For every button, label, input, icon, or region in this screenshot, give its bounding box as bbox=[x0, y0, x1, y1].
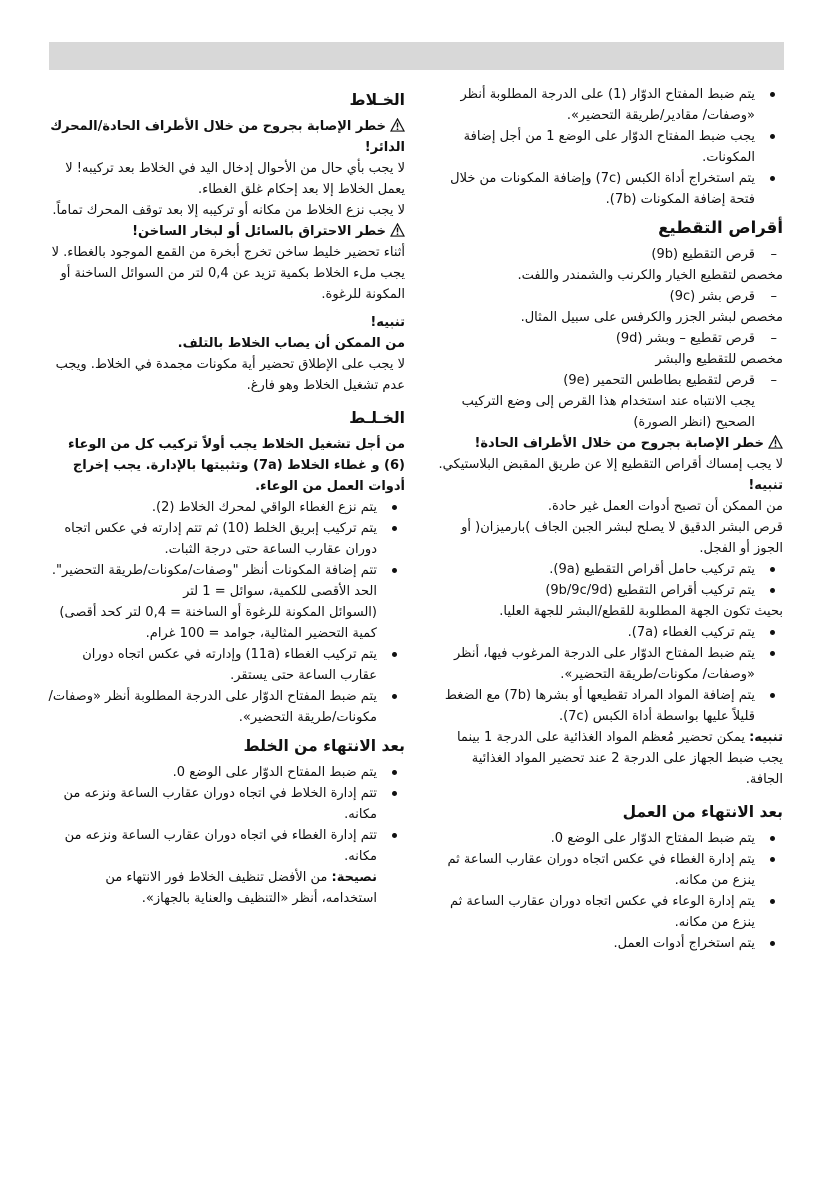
warning-triangle-icon bbox=[390, 118, 405, 132]
discs-list bbox=[437, 244, 783, 433]
optimal-quantity: كمية التحضير المثالية، جوامد = 100 غرام. bbox=[145, 626, 377, 641]
list-item: يتم إضافة المواد المراد تقطيعها أو بشرها (7b) مع الضغط قليلاً عليها بواسطة أداة الكبس (7c). bbox=[437, 685, 783, 727]
list-item: يتم تركيب الغطاء (7a). bbox=[437, 622, 783, 643]
end-work-heading: بعد الانتهاء من العمل bbox=[622, 803, 783, 821]
disc-name: – قرص لتقطيع بطاطس التحمير (9e) bbox=[563, 373, 755, 388]
max-quantity: الحد الأقصى للكمية، سوائل = 1 لتر bbox=[183, 584, 377, 599]
list-item: يتم ضبط المفتاح الدوّار (1) على الدرجة المطلوبة أنظر «وصفات/ مقادير/طريقة التحضير». bbox=[437, 84, 783, 126]
disc-item bbox=[437, 328, 783, 370]
list-item: يتم ضبط المفتاح الدوّار على الدرجة المطلوبة أنظر «وصفات/مكونات/طريقة التحضير». bbox=[48, 686, 405, 728]
list-item: يتم إدارة الوعاء في عكس اتجاه دوران عقارب الساعة ثم ينزع من مكانه. bbox=[437, 891, 783, 933]
disc-item bbox=[437, 286, 783, 328]
list-item: يجب ضبط المفتاح الدوّار على الوضع 1 من أجل إضافة المكونات. bbox=[437, 126, 783, 168]
warning-heading bbox=[48, 221, 405, 242]
mount-list bbox=[437, 559, 783, 601]
caution-heading: تنبيه! bbox=[748, 478, 783, 493]
disc-name: – قرص بشر (9c) bbox=[669, 289, 755, 304]
intro-list bbox=[437, 84, 783, 210]
after-mixing-list bbox=[48, 762, 405, 867]
list-item: يتم تركيب إبريق الخلط (10) ثم تتم إدارته في عكس اتجاه دوران عقارب الساعة حتى درجة الثبات. bbox=[48, 518, 405, 560]
left-column bbox=[48, 84, 405, 909]
caution-text: لا يجب على الإطلاق تحضير أية مكونات مجمدة في الخلاط. ويجب عدم تشغيل الخلاط وهو فارغ. bbox=[55, 357, 405, 393]
right-column bbox=[437, 84, 783, 954]
list-item: يتم استخراج أداة الكبس (7c) وإضافة المكونات من خلال فتحة إضافة المكونات (7b). bbox=[437, 168, 783, 210]
disc-name: – قرص التقطيع (9b) bbox=[651, 247, 755, 262]
warning-text: أثناء تحضير خليط ساخن تخرج أبخرة من القمع الموجود بالغطاء. لا يجب ملء الخلاط بكمية تزيد عن 0,4 لتر من السوائل الساخنة أو المكونة للرغوة. bbox=[51, 245, 405, 302]
tip-paragraph bbox=[437, 727, 783, 790]
advice-paragraph bbox=[48, 867, 405, 909]
list-item: يتم ضبط المفتاح الدوّار على الوضع 0. bbox=[437, 828, 783, 849]
list-item: تتم إضافة المكونات أنظر "وصفات/مكونات/طريقة التحضير". bbox=[48, 560, 405, 581]
warning-text: لا يجب إمساك أقراص التقطيع إلا عن طريق المقبض البلاستيكي. bbox=[438, 457, 783, 472]
list-item: يتم تركيب حامل أقراص التقطيع (9a). bbox=[437, 559, 783, 580]
warning-title: خطر الاحتراق بالسائل أو لبخار الساخن! bbox=[132, 224, 386, 239]
caution-text: قرص البشر الدقيق لا يصلح لبشر الجبن الجاف )بارميزان( أو الجوز أو الفجل. bbox=[461, 520, 783, 556]
warning-triangle-icon bbox=[390, 223, 405, 237]
disc-item bbox=[437, 244, 783, 286]
disc-item bbox=[437, 370, 783, 433]
mixing-heading: الخـلـط bbox=[349, 409, 405, 427]
disc-desc: مخصص لبشر الجزر والكرفس على سبيل المثال. bbox=[520, 310, 783, 325]
caution-text: من الممكن أن تصبح أدوات العمل غير حادة. bbox=[547, 499, 783, 514]
list-item: تتم إدارة الغطاء في اتجاه دوران عقارب الساعة ونزعه من مكانه. bbox=[48, 825, 405, 867]
list-item: تتم إدارة الخلاط في اتجاه دوران عقارب الساعة ونزعه من مكانه. bbox=[48, 783, 405, 825]
warning-title: خطر الإصابة بجروح من خلال الأطراف الحادة! bbox=[474, 436, 764, 451]
end-work-list bbox=[437, 828, 783, 954]
mount-note: بحيث تكون الجهة المطلوبة للقطع/البشر للجهة العليا. bbox=[499, 604, 783, 619]
warning-heading bbox=[437, 433, 783, 454]
advice-label: نصيحة: bbox=[331, 870, 377, 885]
list-item: يتم نزع الغطاء الواقي لمحرك الخلاط (2). bbox=[48, 497, 405, 518]
discs-heading: أقراص التقطيع bbox=[658, 218, 783, 237]
list-item: يتم ضبط المفتاح الدوّار على الدرجة المرغوب فيها، أنظر «وصفات/ مكونات/طريقة التحضير». bbox=[437, 643, 783, 685]
max-quantity-note: (السوائل المكونة للرغوة أو الساخنة = 0,4 لتر كحد أقصى) bbox=[59, 605, 377, 620]
caution-subheading: من الممكن أن يصاب الخلاط بالتلف. bbox=[177, 336, 405, 351]
header-bar bbox=[49, 42, 784, 70]
warning-text: لا يجب نزع الخلاط من مكانه أو تركيبه إلا بعد توقف المحرك تماماً. bbox=[52, 203, 405, 218]
list-item: يتم استخراج أدوات العمل. bbox=[437, 933, 783, 954]
warning-text: لا يجب بأي حال من الأحوال إدخال اليد في الخلاط بعد تركيبه! لا يعمل الخلاط إلا بعد إحكام غلق الغطاء. bbox=[65, 161, 405, 197]
mixing-intro: من أجل تشغيل الخلاط يجب أولاً تركيب كل من الوعاء (6) و غطاء الخلاط (7a) وتثبيتها بالإدارة. يجب إخراج أدوات العمل من الوعاء. bbox=[68, 437, 405, 494]
advice-text: من الأفضل تنظيف الخلاط فور الانتهاء من استخدامه، أنظر «التنظيف والعناية بالجهاز». bbox=[105, 870, 377, 906]
warning-title: خطر الإصابة بجروح من خلال الأطراف الحادة/المحرك الدائر! bbox=[50, 119, 405, 155]
list-item: يتم ضبط المفتاح الدوّار على الوضع 0. bbox=[48, 762, 405, 783]
mount-list-2 bbox=[437, 622, 783, 727]
list-item: يتم إدارة الغطاء في عكس اتجاه دوران عقارب الساعة ثم ينزع من مكانه. bbox=[437, 849, 783, 891]
blender-heading: الخـلاط bbox=[349, 91, 405, 109]
tip-label: تنبيه: bbox=[749, 730, 783, 745]
warning-triangle-icon bbox=[768, 435, 783, 449]
disc-desc: مخصص لتقطيع الخيار والكرنب والشمندر واللفت. bbox=[517, 268, 783, 283]
disc-desc: مخصص للتقطيع والبشر bbox=[655, 352, 783, 367]
mixing-list-2 bbox=[48, 644, 405, 728]
list-item: يتم تركيب أقراص التقطيع (9b/9c/9d) bbox=[437, 580, 783, 601]
disc-name: – قرص تقطيع – وبشر (9d) bbox=[615, 331, 755, 346]
list-item: يتم تركيب الغطاء (11a) وإدارته في عكس اتجاه دوران عقارب الساعة حتى يستقر. bbox=[48, 644, 405, 686]
mixing-list bbox=[48, 497, 405, 581]
warning-heading bbox=[48, 116, 405, 158]
caution-heading: تنبيه! bbox=[370, 315, 405, 330]
disc-desc: يجب الانتباه عند استخدام هذا القرص إلى وضع التركيب الصحيح (انظر الصورة) bbox=[461, 394, 755, 430]
after-mixing-heading: بعد الانتهاء من الخلط bbox=[243, 737, 405, 755]
tip-text: يمكن تحضير مُعظم المواد الغذائية على الدرجة 1 بينما يجب ضبط الجهاز على الدرجة 2 عند تحضير المواد الغذائية الجافة. bbox=[456, 730, 783, 787]
